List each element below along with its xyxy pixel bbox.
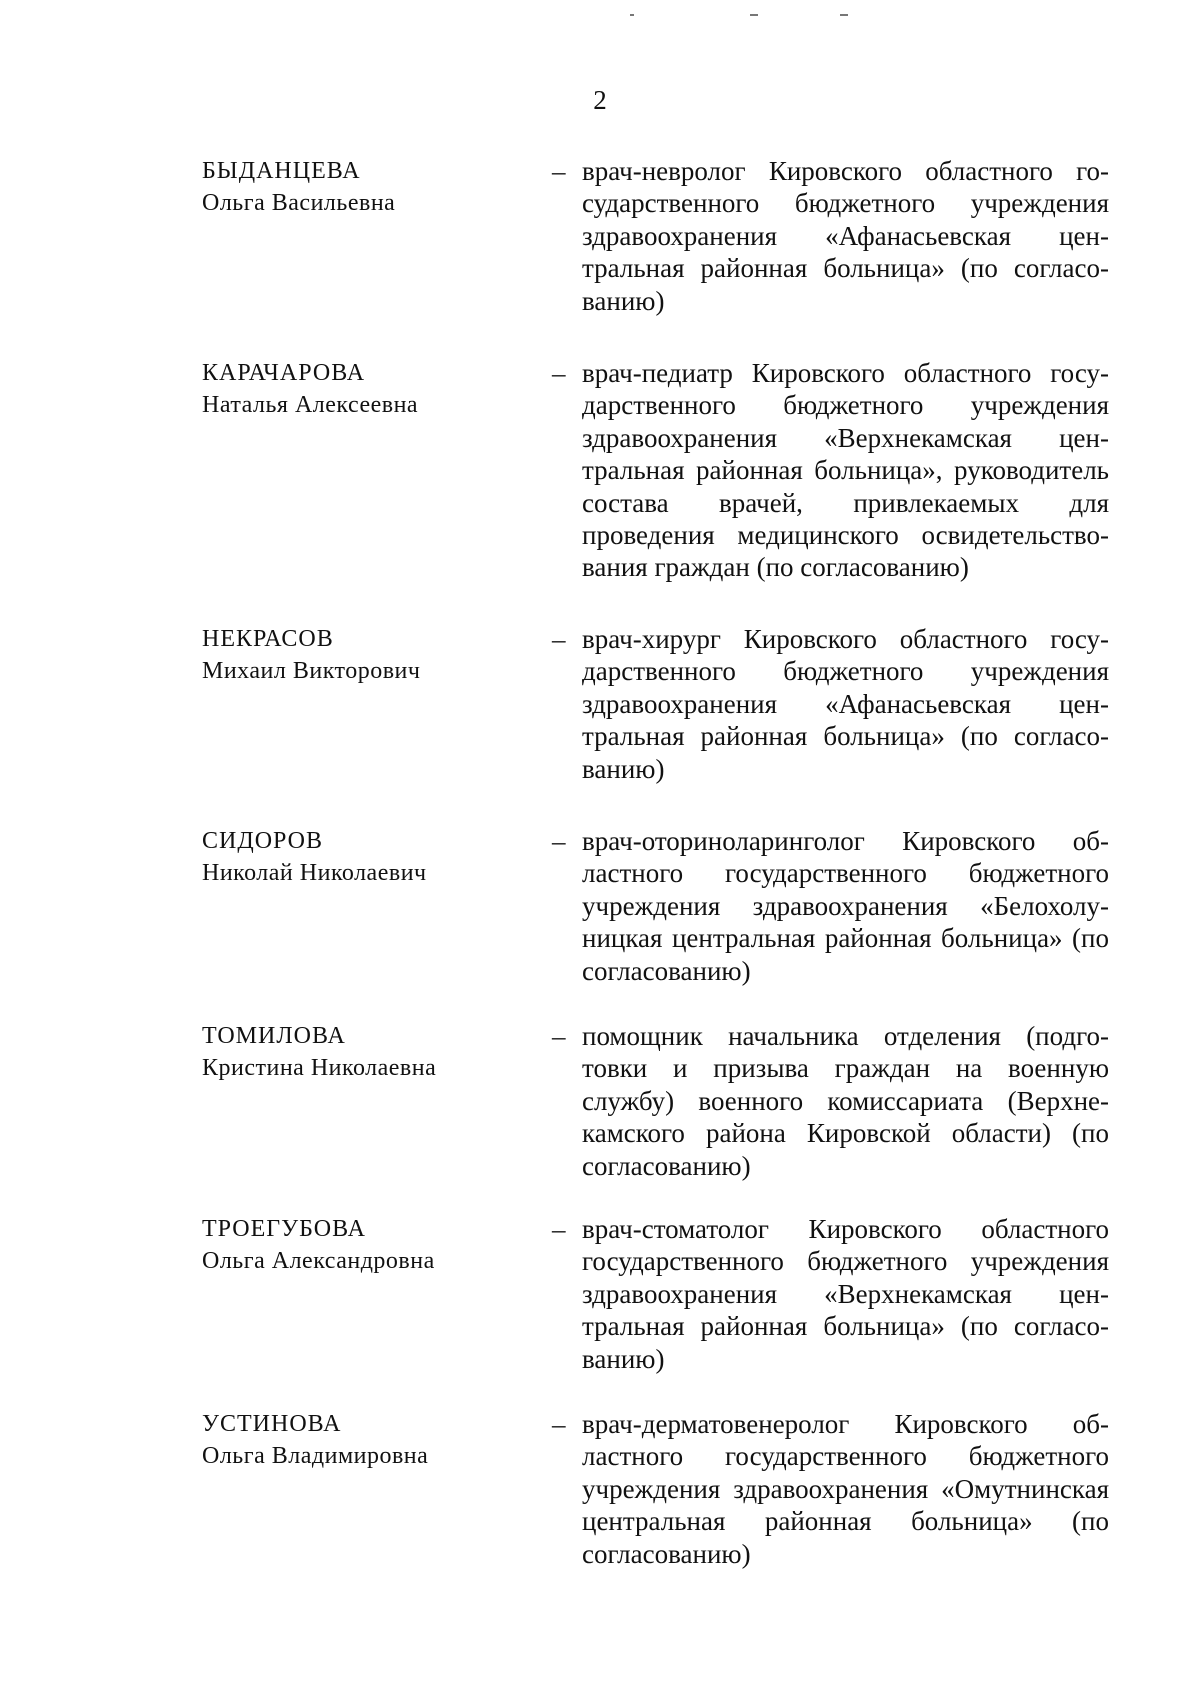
dash: –: [552, 1409, 566, 1439]
given-names: Наталья Алексеевна: [202, 392, 419, 418]
person-name: [202, 623, 502, 687]
position-description: врач-дерматовенеролог Кировского областного государственного бюджетного учреждения здравоохранения «Омутнинская центральная районная больница» (по согласованию): [582, 1409, 1109, 1569]
dash: –: [552, 1021, 566, 1051]
dash: –: [552, 624, 566, 654]
given-names: Ольга Васильевна: [202, 190, 396, 216]
scan-speck: [840, 14, 848, 16]
position-description: помощник начальника отделения (подготовки и призыва граждан на военную службу) военного комиссариата (Верхнекамского района Кировской области) (по согласованию): [582, 1021, 1109, 1181]
person-name: [202, 1020, 502, 1084]
person-name: [202, 1408, 502, 1472]
dash: –: [552, 1214, 566, 1244]
given-names: Николай Николаевич: [202, 860, 427, 886]
person-name: [202, 155, 502, 219]
scan-artifacts: [600, 14, 860, 20]
person-name: [202, 1213, 502, 1277]
given-names: Ольга Александровна: [202, 1248, 435, 1274]
surname: ТРОЕГУБОВА: [202, 1216, 366, 1242]
given-names: Ольга Владимировна: [202, 1443, 429, 1469]
page-number: 2: [593, 85, 607, 115]
dash: –: [552, 358, 566, 388]
surname: ТОМИЛОВА: [202, 1023, 346, 1049]
position-description: врач-хирург Кировского областного государственного бюджетного учреждения здравоохранения «Афанасьевская центральная районная больница» (по согласованию): [582, 624, 1109, 784]
surname: БЫДАНЦЕВА: [202, 158, 361, 184]
surname: КАРАЧАРОВА: [202, 360, 366, 386]
given-names: Кристина Николаевна: [202, 1055, 437, 1081]
scan-speck: [630, 14, 634, 16]
person-name: [202, 825, 502, 889]
person-name: [202, 357, 502, 421]
surname: УСТИНОВА: [202, 1411, 342, 1437]
position-description: врач-невролог Кировского областного государственного бюджетного учреждения здравоохранения «Афанасьевская центральная районная больница» (по согласованию): [582, 156, 1109, 316]
position-description: врач-стоматолог Кировского областного государственного бюджетного учреждения здравоохранения «Верхнекамская центральная районная больница» (по согласованию): [582, 1214, 1109, 1374]
scan-speck: [750, 14, 758, 16]
given-names: Михаил Викторович: [202, 658, 421, 684]
dash: –: [552, 826, 566, 856]
dash: –: [552, 156, 566, 186]
surname: НЕКРАСОВ: [202, 626, 334, 652]
position-description: врач-педиатр Кировского областного государственного бюджетного учреждения здравоохранения «Верхнекамская центральная районная больница», руководитель состава врачей, привлекаемых для проведения медицинского освидетельствования граждан (по согласованию): [582, 358, 1109, 583]
position-description: врач-оториноларинголог Кировского областного государственного бюджетного учреждения здравоохранения «Белохолуницкая центральная районная больница» (по согласованию): [582, 826, 1109, 986]
surname: СИДОРОВ: [202, 828, 324, 854]
